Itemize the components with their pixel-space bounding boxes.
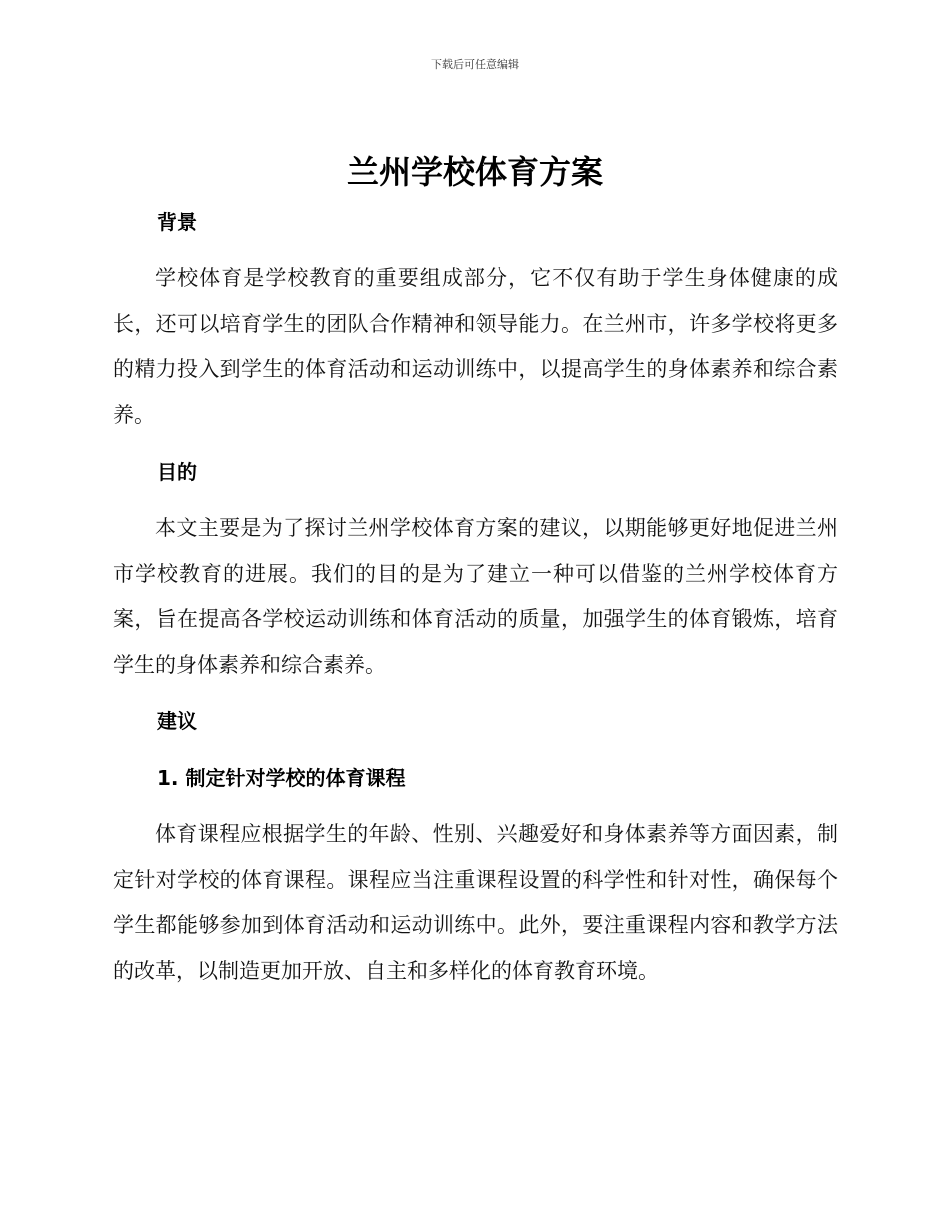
section-heading-purpose: 目的 xyxy=(157,460,197,484)
subsection-heading-course: 1. 制定针对学校的体育课程 xyxy=(157,766,406,790)
document-title: 兰州学校体育方案 xyxy=(346,153,603,191)
section-heading-background: 背景 xyxy=(157,210,197,234)
paragraph-course: 体育课程应根据学生的年龄、性别、兴趣爱好和身体素养等方面因素，制定针对学校的体育课程。课程应当注重课程设置的科学性和针对性，确保每个学生都能够参加到体育活动和运动训练中。此外，要注重课程内容和教学方法的改革，以制造更加开放、自主和多样化的体育教育环境。 xyxy=(113,822,838,983)
paragraph-purpose: 本文主要是为了探讨兰州学校体育方案的建议，以期能够更好地促进兰州市学校教育的进展。我们的目的是为了建立一种可以借鉴的兰州学校体育方案，旨在提高各学校运动训练和体育活动的质量，加强学生的体育锻炼，培育学生的身体素养和综合素养。 xyxy=(113,516,838,677)
section-heading-suggestions: 建议 xyxy=(157,709,197,733)
header-note: 下载后可任意编辑 xyxy=(431,58,519,71)
paragraph-background: 学校体育是学校教育的重要组成部分，它不仅有助于学生身体健康的成长，还可以培育学生的团队合作精神和领导能力。在兰州市，许多学校将更多的精力投入到学生的体育活动和运动训练中，以提高学生的身体素养和综合素养。 xyxy=(113,266,838,427)
